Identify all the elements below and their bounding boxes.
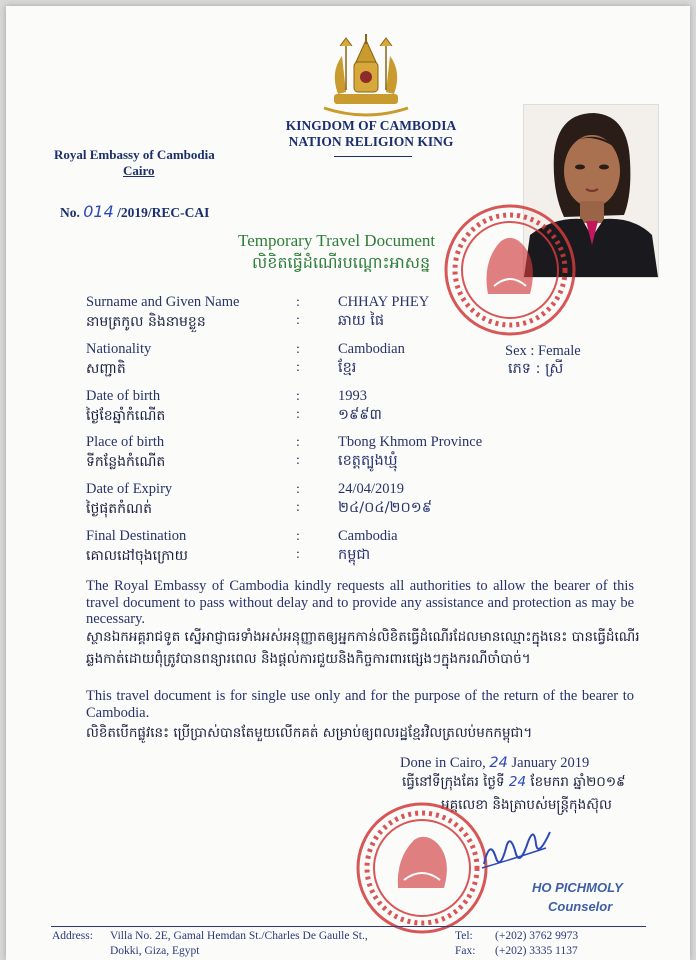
footer-fax: (+202) 3335 1137: [495, 945, 578, 957]
field-value-nationality-khmer: ខ្មែរ: [338, 360, 357, 376]
footer-address-label: Address:: [52, 930, 93, 942]
sex-label: Sex :: [505, 343, 535, 359]
royal-coat-of-arms-icon: [316, 32, 416, 118]
field-colon: :: [296, 295, 300, 310]
footer-address-line2: Dokki, Giza, Egypt: [110, 945, 200, 957]
field-colon: :: [296, 407, 300, 422]
field-value-name: CHHAY PHEY: [338, 294, 430, 310]
field-colon: :: [296, 342, 300, 357]
field-label-pob: Place of birth: [86, 434, 165, 450]
field-colon: :: [296, 389, 300, 404]
consular-seal-stamp-icon: [354, 800, 490, 936]
signer-name: HO PICHMOLY: [532, 880, 623, 895]
embassy-seal-stamp-icon: [442, 202, 578, 338]
sex-label-khmer: ភេទ :: [508, 361, 541, 377]
done-suffix: January 2019: [511, 755, 590, 771]
document-title: Temporary Travel Document: [238, 231, 436, 250]
request-paragraph-khmer: ស្ថានឯកអគ្គរាជទូត ស្នើអាជ្ញាធរទាំងអស់អនុញ្ញាតឲ្យអ្នកកាន់លិខិតធ្វើដំណើរដែលមានឈ្មោះក្នុងនេះ បានធ្វើដំណើរឆ្លងកាត់ដោយពុំត្រូវបានពន្យារពេល និងផ្តល់ការជួយនិងកិច្ចការពារផ្សេងៗក្នុងករណីចាំបាច់។: [86, 629, 640, 667]
sex-field-khmer: [508, 360, 563, 381]
usage-paragraph-khmer: លិខិតបើកផ្លូវនេះ ប្រើប្រាស់បានតែមួយលើកគត់ សម្រាប់ឲ្យពលរដ្ឋខ្មែរវិលត្រលប់មកកម្ពុជា។: [86, 725, 533, 741]
done-km-suffix: ខែមករា ឆ្នាំ២០១៩: [530, 774, 626, 790]
kingdom-header: [276, 118, 466, 150]
field-value-pob: Tbong Khmom Province: [338, 434, 483, 450]
field-colon: :: [296, 435, 300, 450]
field-value-destination-khmer: កម្ពុជា: [338, 547, 371, 563]
footer-fax-label: Fax:: [455, 945, 476, 957]
travel-document-page: [6, 6, 690, 960]
usage-paragraph: This travel document is for single use only and for the purpose of the return of the bearer to Cambodia.: [86, 688, 634, 721]
issue-place-date-khmer: [402, 773, 626, 793]
field-label-nationality-khmer: សញ្ជាតិ: [86, 361, 126, 377]
field-label-destination-khmer: គោលដៅចុងក្រោយ: [86, 548, 188, 564]
field-value-destination: Cambodia: [338, 528, 398, 544]
sex-value-khmer: ស្រី: [545, 361, 564, 377]
done-prefix: Done in Cairo,: [400, 755, 486, 771]
field-colon: :: [296, 313, 300, 328]
consular-authority-khmer: អគ្គលេខា និងត្រាបស់មន្ត្រីកុងស៊ុល: [441, 797, 612, 813]
sex-field: [505, 343, 581, 360]
field-value-nationality: Cambodian: [338, 341, 405, 357]
field-label-dob: Date of birth: [86, 388, 161, 404]
national-motto: NATION RELIGION KING: [288, 134, 454, 149]
embassy-city: Cairo: [123, 163, 155, 178]
field-value-expiry-khmer: ២៤/០៤/២០១៩: [338, 500, 433, 516]
field-colon: :: [296, 547, 300, 562]
signer-title: Counselor: [548, 899, 613, 914]
footer-tel: (+202) 3762 9973: [495, 930, 579, 942]
motto-divider: [334, 156, 412, 157]
field-value-name-khmer: ឆាយ ផៃ: [338, 313, 385, 329]
done-day-handwritten: 24: [489, 755, 508, 771]
done-km-prefix: ធ្វើនៅទីក្រុងគែរ ថ្ងៃទី: [402, 774, 505, 790]
field-colon: :: [296, 529, 300, 544]
field-label-name: Surname and Given Name: [86, 294, 240, 310]
issue-place-date: [400, 755, 589, 772]
field-value-dob: 1993: [338, 388, 367, 404]
document-title-khmer: លិខិតធ្វើដំណើរបណ្ដោះអាសន្ន: [252, 253, 431, 272]
embassy-name: Royal Embassy of Cambodia: [54, 147, 215, 162]
field-value-expiry: 24/04/2019: [338, 481, 405, 497]
ref-handwritten-number: 014: [83, 202, 114, 221]
field-value-dob-khmer: ១៩៩៣: [338, 407, 382, 423]
ref-suffix: /2019/REC-CAI: [117, 205, 210, 220]
kingdom-name: KINGDOM OF CAMBODIA: [285, 118, 457, 133]
field-label-pob-khmer: ទីកន្លែងកំណើត: [86, 454, 166, 470]
sex-value: Female: [538, 343, 581, 359]
field-colon: :: [296, 360, 300, 375]
field-colon: :: [296, 482, 300, 497]
request-paragraph: The Royal Embassy of Cambodia kindly requests all authorities to allow the bearer of this travel document to pass without delay and to provide any assistance and protection as may be necessary.: [86, 578, 634, 627]
field-colon: :: [296, 453, 300, 468]
field-label-expiry-khmer: ថ្ងៃផុតកំណត់: [86, 501, 152, 517]
field-label-name-khmer: នាមត្រកូល និងនាមខ្លួន: [86, 314, 206, 330]
footer-address-line1: Villa No. 2E, Gamal Hemdan St./Charles De Gaulle St.,: [110, 930, 368, 942]
field-colon: :: [296, 500, 300, 515]
ref-prefix: No.: [60, 205, 80, 220]
counselor-signature-icon: [476, 818, 556, 874]
field-label-dob-khmer: ថ្ងៃខែឆ្នាំកំណើត: [86, 408, 166, 424]
reference-number: [60, 202, 209, 221]
field-label-expiry: Date of Expiry: [86, 481, 173, 497]
field-value-pob-khmer: ខេត្តត្បូងឃ្មុំ: [338, 453, 398, 469]
footer-divider: [51, 926, 646, 927]
done-km-day-handwritten: 24: [508, 774, 527, 790]
footer-tel-label: Tel:: [455, 930, 473, 942]
field-label-destination: Final Destination: [86, 528, 187, 544]
field-label-nationality: Nationality: [86, 341, 152, 357]
